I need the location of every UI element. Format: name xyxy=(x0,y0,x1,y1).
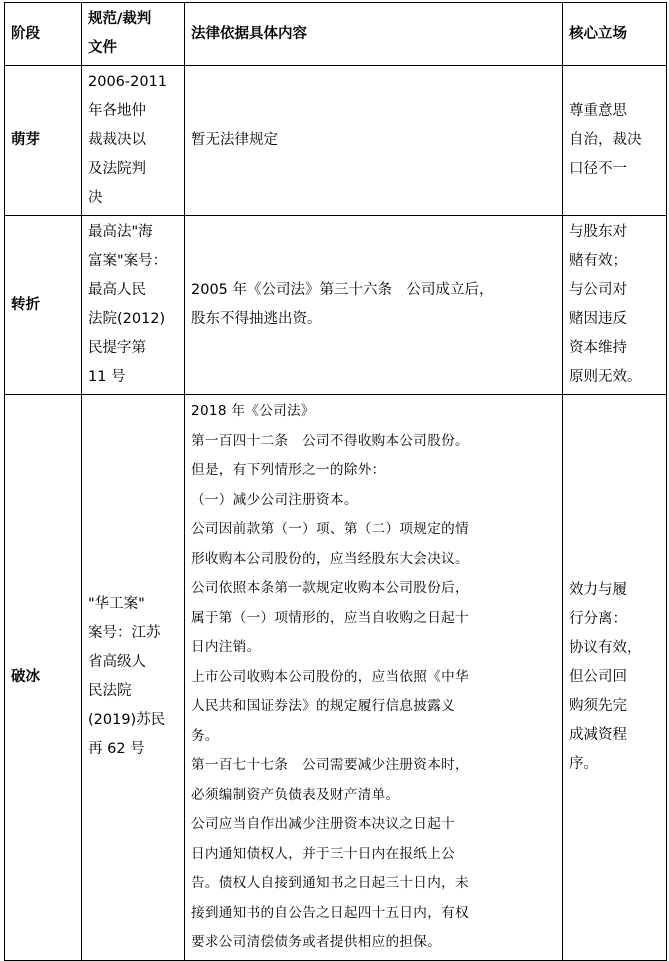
position-cell: 尊重意思 自治，裁决 口径不一 xyxy=(563,66,667,216)
header-stage: 阶段 xyxy=(5,3,82,66)
document-cell: 2006-2011 年各地仲 裁裁决以 及法院判 决 xyxy=(82,66,185,216)
table-header-row xyxy=(5,3,667,66)
law-cell: 2018 年《公司法》 第一百四十二条 公司不得收购本公司股份。 但是，有下列情形之一的除外： （一）减少公司注册资本。 公司因前款第（一）项、第（二）项规定的情 形收购本公司股份的，应当经股东大会决议。 公司依照本条第一款规定收购本公司股份后， 属于第（一）项情形的，应当自收购之日起十 日内注销。 上市公司收购本公司股份的，应当依照《中华 人民共和国证券法》的规定履行信息披露义 务。 第一百七十七条 公司需要减少注册资本时， 必须编制资产负债表及财产清单。 公司应当自作出减少注册资本决议之日起十 日内通知债权人，并于三十日内在报纸上公 告。债权人自接到通知书之日起三十日内，未 接到通知书的自公告之日起四十五日内，有权 要求公司清偿债务或者提供相应的担保。 xyxy=(185,395,563,961)
header-law: 法律依据具体内容 xyxy=(185,3,563,66)
table-row xyxy=(5,395,667,961)
table-row xyxy=(5,66,667,216)
table-row xyxy=(5,216,667,395)
law-cell: 暂无法律规定 xyxy=(185,66,563,216)
header-position: 核心立场 xyxy=(563,3,667,66)
header-document: 规范/裁判 文件 xyxy=(82,3,185,66)
position-cell: 与股东对 赌有效； 与公司对 赌因违反 资本维持 原则无效。 xyxy=(563,216,667,395)
stage-cell: 萌芽 xyxy=(5,66,82,216)
position-cell: 效力与履 行分离： 协议有效， 但公司回 购须先完 成减资程 序。 xyxy=(563,395,667,961)
stage-cell: 转折 xyxy=(5,216,82,395)
law-cell: 2005 年《公司法》第三十六条 公司成立后， 股东不得抽逃出资。 xyxy=(185,216,563,395)
document-cell: "华工案" 案号：江苏 省高级人 民法院 (2019)苏民 再 62 号 xyxy=(82,395,185,961)
stage-cell: 破冰 xyxy=(5,395,82,961)
legal-comparison-table xyxy=(4,2,667,961)
document-cell: 最高法"海 富案"案号： 最高人民 法院(2012) 民提字第 11 号 xyxy=(82,216,185,395)
